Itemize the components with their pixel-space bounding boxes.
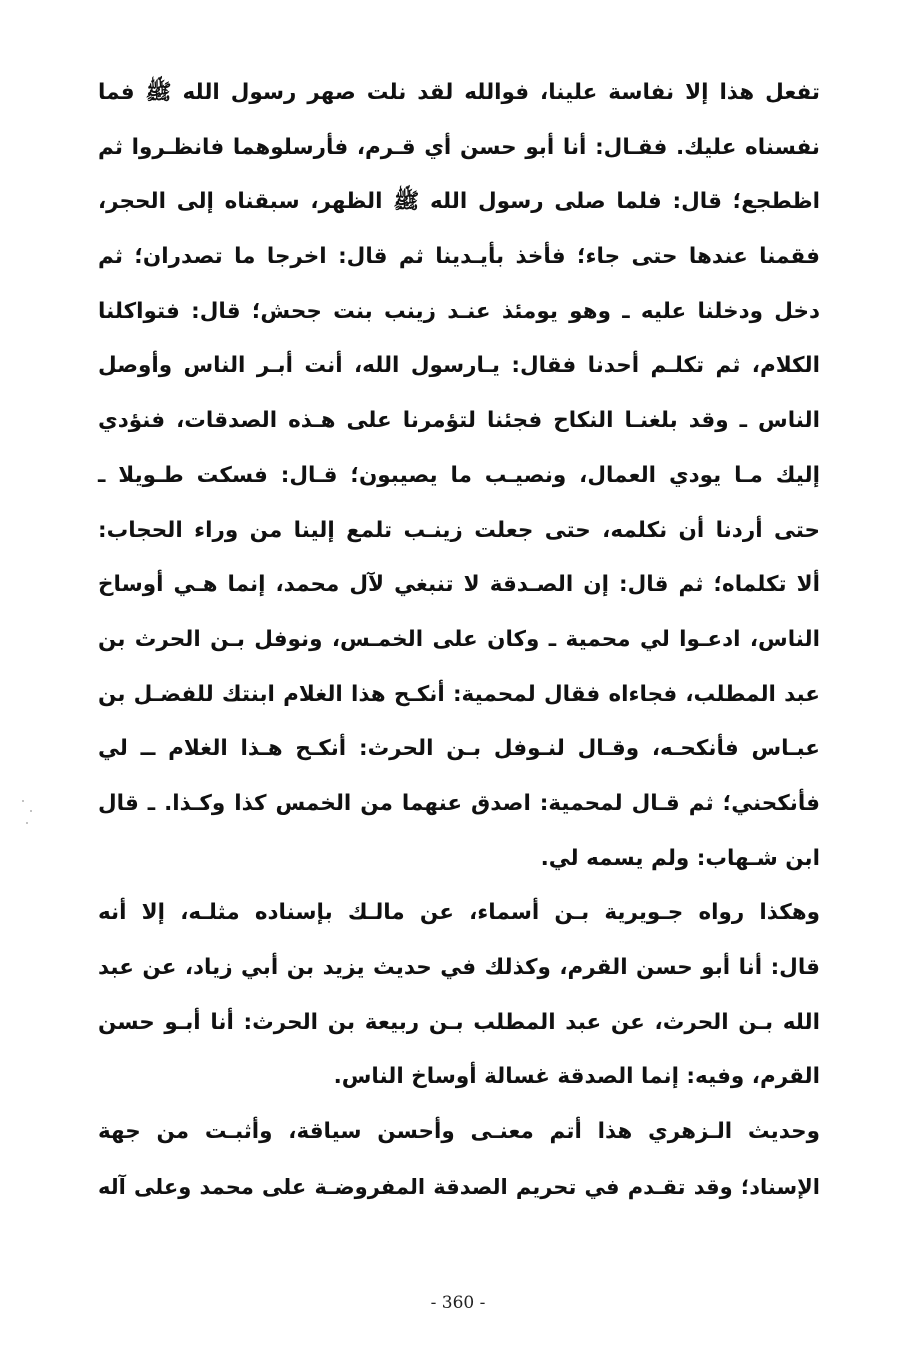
text-line: تفعل هذا إلا نفاسة علينا، فوالله لقد نلت صهر رسول الله ﷺ فما <box>98 80 820 105</box>
text-line: الكلام، ثم تكلـم أحدنا فقال: يـارسول الله، أنت أبـر الناس وأوصل <box>98 353 820 379</box>
scan-speck <box>22 800 24 802</box>
text-line: فقمنا عندها حتى جاء؛ فأخذ بأيـدينا ثم قال: اخرجا ما تصدران؛ ثم <box>98 244 820 270</box>
text-line: إليك مـا يودي العمال، ونصيـب ما يصيبون؛ قـال: فسكت طـويلا ـ <box>98 462 820 488</box>
text-line: الناس ـ وقد بلغنـا النكاح فجئنا لتؤمرنا على هـذه الصدقات، فنؤدي <box>98 408 820 434</box>
scan-speck <box>30 810 32 812</box>
text-line: ألا تكلماه؛ ثم قال: إن الصـدقة لا تنبغي لآل محمد، إنما هـي أوساخ <box>98 572 820 598</box>
text-line: ابن شـهاب: ولم يسمه لي. <box>540 845 820 871</box>
text-line: اظطجع؛ قال: فلما صلى رسول الله ﷺ الظهر، سبقناه إلى الحجر، <box>98 189 820 215</box>
text-line: حتى أردنا أن نكلمه، حتى جعلت زينـب تلمع إلينا من وراء الحجاب: <box>98 517 820 543</box>
text-line: القرم، وفيه: إنما الصدقة غسالة أوساخ الناس. <box>333 1064 820 1090</box>
text-line: وهكذا رواه جـويرية بـن أسماء، عن مالـك بإسناده مثلـه، إلا أنه <box>98 900 820 926</box>
text-line: قال: أنا أبو حسن القرم، وكذلك في حديث يزيد بن أبي زياد، عن عبد <box>98 955 820 980</box>
text-line: نفسناه عليك. فقـال: أنا أبو حسن أي قـرم، فأرسلوهما فانظـروا ثم <box>98 134 820 160</box>
text-line: دخل ودخلنا عليه ـ وهو يومئذ عنـد زينب بنت جحش؛ قال: فتواكلنا <box>98 298 820 324</box>
scan-speck <box>26 822 28 824</box>
text-line: الله بـن الحرث، عن عبد المطلب بـن ربيعة بن الحرث: أنا أبـو حسن <box>98 1009 820 1035</box>
text-line: الإسناد؛ وقد تقـدم في تحريم الصدقة المفروضـة على محمد وعلى آله <box>98 1174 820 1199</box>
text-line: الناس، ادعـوا لي محمية ـ وكان على الخمـس، ونوفل بـن الحرث بن <box>98 626 820 652</box>
text-line: فأنكحني؛ ثم قـال لمحمية: اصدق عنهما من الخمس كذا وكـذا. ـ قال <box>98 790 820 816</box>
text-line: عبـاس فأنكحـه، وقـال لنـوفل بـن الحرث: أنكـح هـذا الغلام ــ لي <box>98 736 820 762</box>
body-text <box>98 66 820 1214</box>
page-number: - 360 - <box>430 1293 486 1313</box>
text-line: وحديث الـزهري هذا أتم معنـى وأحسن سياقة، وأثبـت من جهة <box>98 1119 820 1145</box>
text-line: عبد المطلب، فجاءاه فقال لمحمية: أنكـح هذا الغلام ابنتك للفضـل بن <box>98 681 820 707</box>
